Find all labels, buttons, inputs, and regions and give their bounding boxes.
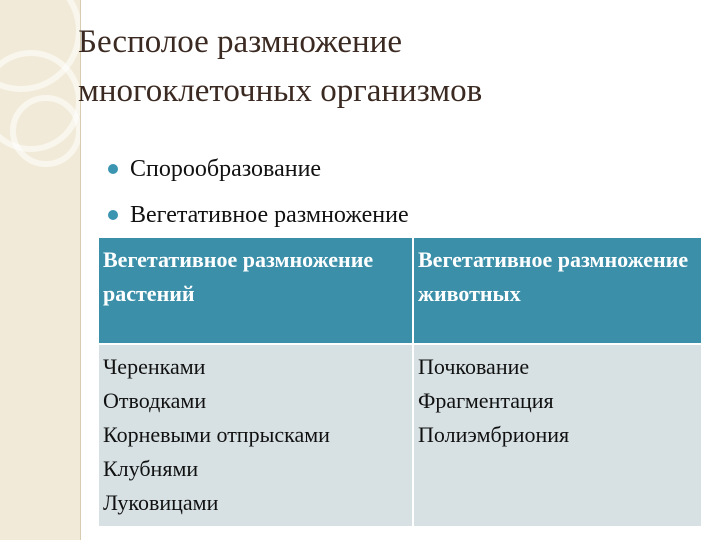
bullet-text: Вегетативное размножение [130,202,409,228]
bullet-item [108,146,409,192]
bullet-dot-icon [108,210,118,220]
animals-method: Почкование [418,354,530,379]
animals-cell [413,344,701,526]
comparison-table [99,238,701,526]
plants-method: Клубнями [103,456,199,481]
animals-method: Фрагментация [418,388,554,413]
title-line: многоклеточных организмов [78,73,483,109]
slide-title [78,18,698,116]
plants-method: Луковицами [103,490,219,515]
plants-cell [99,344,413,526]
bullet-list [108,146,409,238]
decorative-ring [10,95,82,167]
header-animals: Вегетативное размножение животных [413,238,701,344]
header-plants: Вегетативное размножение растений [99,238,413,344]
plants-method: Отводками [103,388,207,413]
bullet-text: Спорообразование [130,156,322,182]
decorative-side-strip [0,0,80,540]
bullet-item [108,192,409,238]
plants-method: Черенками [103,354,206,379]
animals-method: Полиэмбриония [418,422,570,447]
bullet-dot-icon [108,164,118,174]
plants-method: Корневыми отпрысками [103,422,330,447]
table-header-row [99,238,701,344]
title-line: Бесполое размножение [78,24,402,60]
table-row [99,344,701,526]
